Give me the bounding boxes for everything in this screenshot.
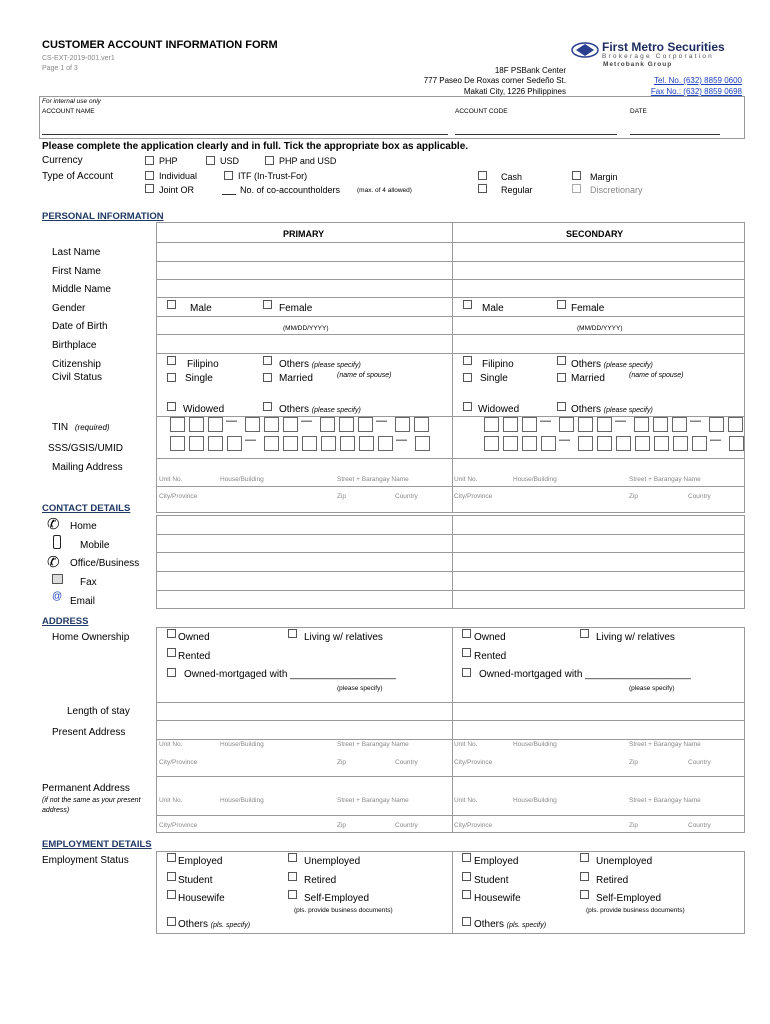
secondary-self-employed-label: Self-Employed <box>596 893 662 904</box>
email-icon: @ <box>52 591 63 602</box>
present-secondary-country: Country <box>688 759 711 766</box>
primary-emp-specify: (pls. specify) <box>210 922 251 929</box>
contact-details-heading: CONTACT DETAILS <box>42 503 131 514</box>
secondary-retired-label: Retired <box>596 875 629 886</box>
primary-rented-label: Rented <box>178 651 211 662</box>
secondary-married-label: Married <box>571 373 605 384</box>
digit-box[interactable] <box>227 436 242 451</box>
secondary-living-label: Living w/ relatives <box>596 632 675 643</box>
primary-citizenship-others-checkbox[interactable] <box>263 356 272 365</box>
primary-housewife-label: Housewife <box>178 893 225 904</box>
digit-box[interactable] <box>729 436 744 451</box>
digit-box[interactable] <box>170 436 185 451</box>
primary-mortgaged-specify: (please specify) <box>337 685 383 692</box>
present-address-label: Present Address <box>52 727 126 738</box>
primary-mortgaged-label: Owned-mortgaged with ___________________ <box>184 669 396 680</box>
citizenship-label: Citizenship <box>52 359 101 370</box>
secondary-spouse-note: (name of spouse) <box>629 372 684 379</box>
secondary-unemployed-checkbox[interactable] <box>580 853 589 862</box>
row-divider <box>156 242 745 243</box>
digit-box[interactable] <box>597 436 612 451</box>
fax-label: Fax <box>80 577 97 588</box>
row-divider <box>156 815 745 816</box>
regular-checkbox[interactable] <box>478 184 487 193</box>
primary-female-label: Female <box>279 303 313 314</box>
digit-box[interactable] <box>358 417 373 432</box>
employment-status-label: Employment Status <box>42 855 129 866</box>
row-divider <box>156 486 745 487</box>
digit-box[interactable] <box>484 417 499 432</box>
digit-separator: — <box>710 434 721 446</box>
digit-box[interactable] <box>264 436 279 451</box>
primary-housewife-checkbox[interactable] <box>167 890 176 899</box>
civil-status-label: Civil Status <box>52 372 103 383</box>
digit-separator: — <box>245 434 256 446</box>
tin-label <box>52 422 110 433</box>
digit-box[interactable] <box>340 436 355 451</box>
row-divider <box>156 353 745 354</box>
permanent-primary-zip: Zip <box>337 822 347 829</box>
secondary-dob-format: (MM/DD/YYYY) <box>577 325 623 332</box>
secondary-mail-zip: Zip <box>629 493 639 500</box>
secondary-civil-others-label: Others <box>571 404 602 415</box>
secondary-mail-unit: Unit No. <box>454 476 478 483</box>
permanent-secondary-country: Country <box>688 822 711 829</box>
secondary-sss-boxes[interactable] <box>484 436 749 453</box>
cash-checkbox[interactable] <box>478 171 487 180</box>
row-divider <box>156 279 745 280</box>
itf-checkbox[interactable] <box>224 171 233 180</box>
secondary-mail-street: Street + Barangay Name <box>629 476 701 483</box>
row-divider <box>156 720 745 721</box>
digit-box[interactable] <box>245 417 260 432</box>
primary-filipino-label: Filipino <box>187 359 219 370</box>
address-line-1: 18F PSBank Center <box>494 66 566 75</box>
primary-emp-others-checkbox[interactable] <box>167 917 176 926</box>
secondary-mortgaged-label: Owned-mortgaged with ___________________ <box>479 669 691 680</box>
internal-use-box <box>39 96 745 139</box>
secondary-mail-country: Country <box>688 493 711 500</box>
joint-checkbox[interactable] <box>145 184 154 193</box>
account-code-field[interactable] <box>455 134 617 135</box>
primary-employed-checkbox[interactable] <box>167 853 176 862</box>
office-phone-icon: ✆ <box>47 553 60 571</box>
present-secondary-unit: Unit No. <box>454 741 478 748</box>
personal-info-table <box>156 222 745 513</box>
primary-emp-others-label: Others <box>178 919 209 930</box>
mobile-icon <box>53 535 61 549</box>
group-name: Metrobank Group <box>603 61 673 68</box>
discretionary-label: Discretionary <box>590 185 643 195</box>
row-divider <box>156 552 745 553</box>
digit-box[interactable] <box>283 436 298 451</box>
present-secondary-city: City/Province <box>454 759 493 766</box>
address-line-3: Makati City, 1226 Philippines <box>463 87 566 96</box>
present-primary-city: City/Province <box>159 759 198 766</box>
primary-emp-others <box>178 919 250 930</box>
permanent-address-label: Permanent Address <box>42 783 130 794</box>
joint-label: Joint OR <box>159 185 195 195</box>
digit-separator: — <box>396 434 407 446</box>
permanent-secondary-unit: Unit No. <box>454 797 478 804</box>
primary-male-label: Male <box>190 303 212 314</box>
individual-checkbox[interactable] <box>145 171 154 180</box>
digit-separator: — <box>690 415 701 427</box>
digit-box[interactable] <box>395 417 410 432</box>
usd-label: USD <box>220 156 240 166</box>
primary-mail-unit: Unit No. <box>159 476 183 483</box>
primary-married-label: Married <box>279 373 313 384</box>
primary-student-checkbox[interactable] <box>167 872 176 881</box>
coholders-label: No. of co-accountholders <box>240 185 341 195</box>
present-primary-street: Street + Barangay Name <box>337 741 409 748</box>
primary-single-checkbox[interactable] <box>167 373 176 382</box>
permanent-secondary-street: Street + Barangay Name <box>629 797 701 804</box>
page-number: Page 1 of 3 <box>42 65 78 72</box>
digit-box[interactable] <box>378 436 393 451</box>
secondary-retired-checkbox[interactable] <box>580 872 589 881</box>
digit-box[interactable] <box>321 436 336 451</box>
primary-docs-note: (pls. provide business documents) <box>294 907 393 914</box>
secondary-student-label: Student <box>474 875 509 886</box>
secondary-male-checkbox[interactable] <box>463 300 472 309</box>
secondary-rented-label: Rented <box>474 651 507 662</box>
secondary-column-header: SECONDARY <box>566 229 624 239</box>
primary-widowed-label: Widowed <box>183 404 225 415</box>
digit-separator: — <box>301 415 312 427</box>
permanent-primary-street: Street + Barangay Name <box>337 797 409 804</box>
primary-mail-house: House/Building <box>220 476 264 483</box>
primary-unemployed-label: Unemployed <box>304 856 361 867</box>
digit-box[interactable] <box>503 417 518 432</box>
primary-spouse-note: (name of spouse) <box>337 372 392 379</box>
digit-box[interactable] <box>208 436 223 451</box>
instructions: Please complete the application clearly and in full. Tick the appropriate box as applicable. <box>42 141 469 152</box>
digit-box[interactable] <box>597 417 612 432</box>
fax-link[interactable]: Fax No.: (632) 8859 0698 <box>650 87 742 96</box>
employment-heading: EMPLOYMENT DETAILS <box>42 839 152 850</box>
secondary-emp-others <box>474 919 546 930</box>
primary-retired-checkbox[interactable] <box>288 872 297 881</box>
present-primary-house: House/Building <box>220 741 264 748</box>
home-ownership-label: Home Ownership <box>52 632 130 643</box>
coholders-count-field[interactable] <box>222 194 236 195</box>
digit-box[interactable] <box>189 436 204 451</box>
permanent-secondary-house: House/Building <box>513 797 557 804</box>
secondary-rented-checkbox[interactable] <box>462 648 471 657</box>
birthplace-label: Birthplace <box>52 340 97 351</box>
tin-label-text: TIN <box>52 422 69 433</box>
internal-label: For internal use only <box>42 98 101 105</box>
primary-column-header: PRIMARY <box>283 229 325 239</box>
secondary-student-checkbox[interactable] <box>462 872 471 881</box>
permanent-primary-country: Country <box>395 822 418 829</box>
primary-mail-country: Country <box>395 493 418 500</box>
secondary-employed-label: Employed <box>474 856 519 867</box>
digit-box[interactable] <box>672 417 687 432</box>
digit-box[interactable] <box>522 417 537 432</box>
digit-box[interactable] <box>484 436 499 451</box>
digit-box[interactable] <box>264 417 279 432</box>
primary-single-label: Single <box>185 373 213 384</box>
php-label: PHP <box>159 156 178 166</box>
digit-box[interactable] <box>170 417 185 432</box>
margin-checkbox[interactable] <box>572 171 581 180</box>
primary-owned-label: Owned <box>178 632 210 643</box>
digit-box[interactable] <box>578 417 593 432</box>
digit-separator: — <box>540 415 551 427</box>
secondary-mail-house: House/Building <box>513 476 557 483</box>
digit-box[interactable] <box>673 436 688 451</box>
row-divider <box>156 534 745 535</box>
primary-male-checkbox[interactable] <box>167 300 176 309</box>
contact-table <box>156 515 745 609</box>
digit-box[interactable] <box>541 436 556 451</box>
primary-living-checkbox[interactable] <box>288 629 297 638</box>
primary-civil-others-checkbox[interactable] <box>263 402 272 411</box>
primary-widowed-checkbox[interactable] <box>167 402 176 411</box>
primary-owned-checkbox[interactable] <box>167 629 176 638</box>
address-heading: ADDRESS <box>42 616 89 627</box>
secondary-female-label: Female <box>571 303 605 314</box>
secondary-filipino-checkbox[interactable] <box>463 356 472 365</box>
date-field[interactable] <box>630 134 720 135</box>
margin-label: Margin <box>590 172 618 182</box>
primary-civil-others-label: Others <box>279 404 310 415</box>
permanent-secondary-zip: Zip <box>629 822 639 829</box>
primary-tin-boxes[interactable] <box>170 415 387 434</box>
secondary-citizenship-others <box>571 359 653 370</box>
primary-self-employed-checkbox[interactable] <box>288 890 297 899</box>
php-usd-label: PHP and USD <box>279 156 337 166</box>
permanent-primary-house: House/Building <box>220 797 264 804</box>
secondary-married-checkbox[interactable] <box>557 373 566 382</box>
secondary-widowed-label: Widowed <box>478 404 520 415</box>
primary-civil-others <box>279 404 361 415</box>
primary-employed-label: Employed <box>178 856 223 867</box>
primary-retired-label: Retired <box>304 875 337 886</box>
php-usd-checkbox[interactable] <box>265 156 274 165</box>
office-label: Office/Business <box>70 558 140 569</box>
primary-married-checkbox[interactable] <box>263 373 272 382</box>
primary-citizenship-others-label: Others <box>279 359 310 370</box>
logo-mark-icon <box>570 41 600 59</box>
secondary-single-label: Single <box>480 373 508 384</box>
secondary-filipino-label: Filipino <box>482 359 514 370</box>
currency-label: Currency <box>42 155 83 166</box>
secondary-female-checkbox[interactable] <box>557 300 566 309</box>
secondary-unemployed-label: Unemployed <box>596 856 653 867</box>
digit-box[interactable] <box>709 417 724 432</box>
secondary-housewife-label: Housewife <box>474 893 521 904</box>
mailing-address-label: Mailing Address <box>52 462 123 473</box>
secondary-housewife-checkbox[interactable] <box>462 890 471 899</box>
primary-citizenship-others <box>279 359 361 370</box>
digit-box[interactable] <box>634 417 649 432</box>
digit-separator: — <box>376 415 387 427</box>
secondary-citizenship-others-checkbox[interactable] <box>557 356 566 365</box>
row-divider <box>156 739 745 740</box>
primary-mail-zip: Zip <box>337 493 347 500</box>
secondary-widowed-checkbox[interactable] <box>463 402 472 411</box>
brand-name: First Metro Securities <box>602 40 725 54</box>
regular-label: Regular <box>501 185 533 195</box>
digit-box[interactable] <box>339 417 354 432</box>
row-divider <box>156 261 745 262</box>
present-primary-unit: Unit No. <box>159 741 183 748</box>
secondary-citizenship-specify: (please specify) <box>603 362 653 369</box>
middle-name-label: Middle Name <box>52 284 111 295</box>
row-divider <box>156 316 745 317</box>
primary-unemployed-checkbox[interactable] <box>288 853 297 862</box>
mobile-label: Mobile <box>80 540 110 551</box>
row-divider <box>156 776 745 777</box>
fax-icon <box>52 574 63 584</box>
digit-box[interactable] <box>503 436 518 451</box>
primary-living-label: Living w/ relatives <box>304 632 383 643</box>
length-of-stay-label: Length of stay <box>67 706 130 717</box>
individual-label: Individual <box>159 171 198 181</box>
tin-required: (required) <box>74 423 110 432</box>
digit-separator: — <box>615 415 626 427</box>
secondary-tin-boxes[interactable] <box>484 415 701 434</box>
primary-student-label: Student <box>178 875 213 886</box>
secondary-mail-city: City/Province <box>454 493 493 500</box>
secondary-male-label: Male <box>482 303 504 314</box>
php-checkbox[interactable] <box>145 156 154 165</box>
present-secondary-zip: Zip <box>629 759 639 766</box>
address-line-2: 777 Paseo De Roxas corner Sedeño St. <box>423 76 566 85</box>
row-divider <box>156 458 745 459</box>
discretionary-checkbox[interactable] <box>572 184 581 193</box>
row-divider <box>156 571 745 572</box>
digit-box[interactable] <box>692 436 707 451</box>
sss-label: SSS/GSIS/UMID <box>48 443 124 454</box>
primary-citizenship-specify: (please specify) <box>311 362 361 369</box>
digit-separator: — <box>559 434 570 446</box>
column-divider <box>452 222 453 513</box>
itf-label: ITF (In-Trust-For) <box>238 171 308 181</box>
present-primary-country: Country <box>395 759 418 766</box>
primary-civil-specify: (please specify) <box>311 407 361 414</box>
secondary-civil-others <box>571 404 653 415</box>
last-name-label: Last Name <box>52 247 101 258</box>
primary-mail-street: Street + Barangay Name <box>337 476 409 483</box>
secondary-civil-others-checkbox[interactable] <box>557 402 566 411</box>
present-primary-zip: Zip <box>337 759 347 766</box>
personal-info-heading: PERSONAL INFORMATION <box>42 211 164 222</box>
column-divider <box>452 515 453 609</box>
digit-box[interactable] <box>522 436 537 451</box>
row-divider <box>156 590 745 591</box>
digit-box[interactable] <box>283 417 298 432</box>
coholders-note: (max. of 4 allowed) <box>357 187 412 194</box>
digit-box[interactable] <box>654 436 669 451</box>
first-name-label: First Name <box>52 266 101 277</box>
secondary-civil-specify: (please specify) <box>603 407 653 414</box>
digit-box[interactable] <box>578 436 593 451</box>
digit-box[interactable] <box>302 436 317 451</box>
digit-box[interactable] <box>415 436 430 451</box>
digit-box[interactable] <box>653 417 668 432</box>
primary-sss-boxes[interactable] <box>170 436 435 453</box>
digit-box[interactable] <box>320 417 335 432</box>
permanent-secondary-city: City/Province <box>454 822 493 829</box>
type-of-account-label: Type of Account <box>42 171 114 182</box>
digit-box[interactable] <box>616 436 631 451</box>
usd-checkbox[interactable] <box>206 156 215 165</box>
digit-box[interactable] <box>189 417 204 432</box>
digit-box[interactable] <box>208 417 223 432</box>
permanent-primary-city: City/Province <box>159 822 198 829</box>
permanent-address-note: (if not the same as your present address) <box>42 797 141 814</box>
phone-icon: ✆ <box>47 515 60 533</box>
permanent-primary-unit: Unit No. <box>159 797 183 804</box>
primary-rented-checkbox[interactable] <box>167 648 176 657</box>
row-divider <box>156 334 745 335</box>
cash-label: Cash <box>501 172 523 182</box>
row-divider <box>156 297 745 298</box>
secondary-living-checkbox[interactable] <box>580 629 589 638</box>
primary-filipino-checkbox[interactable] <box>167 356 176 365</box>
present-secondary-street: Street + Barangay Name <box>629 741 701 748</box>
secondary-owned-checkbox[interactable] <box>462 629 471 638</box>
digit-box[interactable] <box>559 417 574 432</box>
secondary-self-employed-checkbox[interactable] <box>580 890 589 899</box>
account-code-label: ACCOUNT CODE <box>455 108 508 115</box>
digit-box[interactable] <box>414 417 429 432</box>
digit-box[interactable] <box>359 436 374 451</box>
dob-label: Date of Birth <box>52 321 108 332</box>
account-name-field[interactable] <box>42 134 448 135</box>
brand-subtitle: Brokerage Corporation <box>602 53 714 60</box>
secondary-mortgaged-specify: (please specify) <box>629 685 675 692</box>
secondary-employed-checkbox[interactable] <box>462 853 471 862</box>
column-divider <box>452 627 453 833</box>
account-name-label: ACCOUNT NAME <box>42 108 95 115</box>
secondary-single-checkbox[interactable] <box>463 373 472 382</box>
primary-mail-city: City/Province <box>159 493 198 500</box>
secondary-owned-label: Owned <box>474 632 506 643</box>
secondary-mortgaged-checkbox[interactable] <box>462 668 471 677</box>
row-divider <box>156 702 745 703</box>
primary-female-checkbox[interactable] <box>263 300 272 309</box>
email-label: Email <box>70 596 96 607</box>
present-secondary-house: House/Building <box>513 741 557 748</box>
home-label: Home <box>70 521 97 532</box>
digit-separator: — <box>226 415 237 427</box>
column-divider <box>452 851 453 934</box>
gender-label: Gender <box>52 303 86 314</box>
primary-dob-format: (MM/DD/YYYY) <box>283 325 329 332</box>
digit-box[interactable] <box>635 436 650 451</box>
secondary-docs-note: (pls. provide business documents) <box>586 907 685 914</box>
primary-mortgaged-checkbox[interactable] <box>167 668 176 677</box>
secondary-emp-specify: (pls. specify) <box>506 922 547 929</box>
tel-link[interactable]: Tel. No. (632) 8859 0600 <box>653 76 742 85</box>
primary-self-employed-label: Self-Employed <box>304 893 370 904</box>
secondary-emp-others-label: Others <box>474 919 505 930</box>
date-label: DATE <box>630 108 647 115</box>
form-code: CS-EXT-2019-001.ver1 <box>42 55 115 62</box>
secondary-emp-others-checkbox[interactable] <box>462 917 471 926</box>
form-title: CUSTOMER ACCOUNT INFORMATION FORM <box>42 39 278 51</box>
secondary-citizenship-others-label: Others <box>571 359 602 370</box>
digit-box[interactable] <box>728 417 743 432</box>
